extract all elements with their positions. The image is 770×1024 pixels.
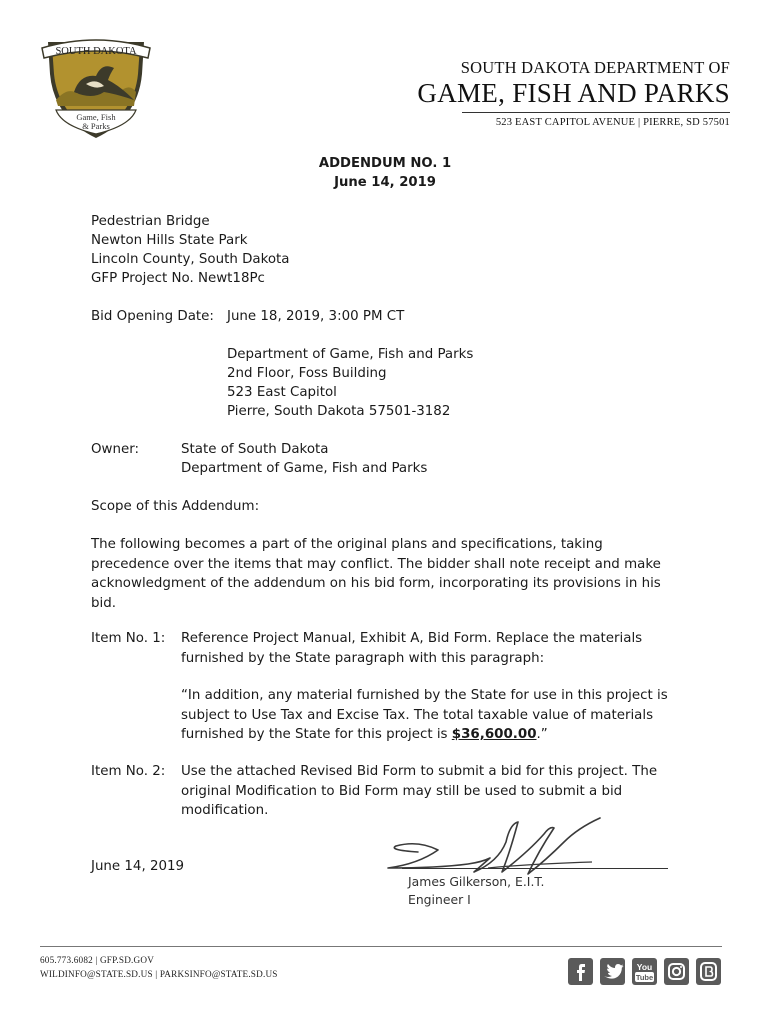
logo-bottom-line2: & Parks: [82, 121, 110, 131]
footer-emails: WILDINFO@STATE.SD.US | PARKSINFO@STATE.SD.US: [40, 969, 278, 979]
bid-location-line: Department of Game, Fish and Parks: [227, 347, 474, 362]
footer-divider: [40, 946, 722, 947]
scope-body: The following becomes a part of the original plans and specifications, taking precedence over the items that may conflict. The bidder shall note receipt and make acknowledgment of the addendum on his bid form, incorporating its provisions in his bid.: [91, 537, 661, 611]
youtube-bottom-text: Tube: [635, 973, 654, 982]
blogger-icon[interactable]: [696, 958, 721, 985]
logo-bottom-line1: Game, Fish: [76, 112, 116, 122]
scope-heading: Scope of this Addendum:: [91, 499, 260, 514]
signer-title: Engineer I: [408, 892, 471, 907]
department-header: [417, 58, 730, 128]
footer-contact: 605.773.6082 | GFP.SD.GOV: [40, 955, 155, 965]
facebook-icon[interactable]: [568, 958, 593, 985]
logo-top-text: SOUTH DAKOTA: [55, 46, 137, 57]
bid-location-line: 2nd Floor, Foss Building: [227, 366, 387, 381]
addendum-title: ADDENDUM NO. 1: [318, 156, 452, 171]
owner-line: Department of Game, Fish and Parks: [181, 461, 428, 476]
taxable-amount: $36,600.00: [451, 727, 537, 742]
bid-opening-value: June 18, 2019, 3:00 PM CT: [227, 309, 405, 324]
signature-date: June 14, 2019: [91, 859, 185, 874]
item-quote: [181, 686, 676, 745]
owner-line: State of South Dakota: [181, 442, 329, 457]
project-line: Pedestrian Bridge: [91, 214, 210, 229]
bid-location-line: Pierre, South Dakota 57501-3182: [227, 404, 451, 419]
project-line: GFP Project No. Newt18Pc: [91, 271, 265, 286]
dept-divider: [462, 112, 730, 113]
project-line: Newton Hills State Park: [91, 233, 248, 248]
project-line: Lincoln County, South Dakota: [91, 252, 290, 267]
dept-line1: SOUTH DAKOTA DEPARTMENT OF: [460, 58, 730, 77]
item-quote-text: “In addition, any material furnished by the State for use in this project is subject to Use Tax and Excise Tax. The total taxable value of materials furnished by the State for this project is: [181, 688, 668, 742]
youtube-icon[interactable]: [632, 958, 657, 985]
youtube-top-text: You: [636, 962, 653, 972]
signature-line: [402, 868, 668, 869]
addendum-date: June 14, 2019: [334, 175, 436, 190]
item-text: Use the attached Revised Bid Form to submit a bid for this project. The original Modification to Bid Form may still be used to submit a bid modification.: [181, 764, 658, 818]
dept-address: 523 EAST CAPITOL AVENUE | PIERRE, SD 57501: [495, 117, 730, 128]
item-label: Item No. 2:: [91, 764, 166, 779]
twitter-icon[interactable]: [600, 958, 625, 985]
dept-line2: GAME, FISH AND PARKS: [417, 78, 730, 108]
signer-name: James Gilkerson, E.I.T.: [408, 874, 545, 889]
bid-location-line: 523 East Capitol: [227, 385, 337, 400]
item-quote-end: .”: [536, 727, 548, 742]
sd-gfp-logo: [38, 34, 154, 140]
instagram-icon[interactable]: [664, 958, 689, 985]
item-text: Reference Project Manual, Exhibit A, Bid Form. Replace the materials furnished by the State paragraph with this paragraph:: [181, 631, 643, 666]
owner-label: Owner:: [91, 442, 139, 457]
bid-opening-label: Bid Opening Date:: [91, 309, 214, 324]
item-label: Item No. 1:: [91, 631, 166, 646]
